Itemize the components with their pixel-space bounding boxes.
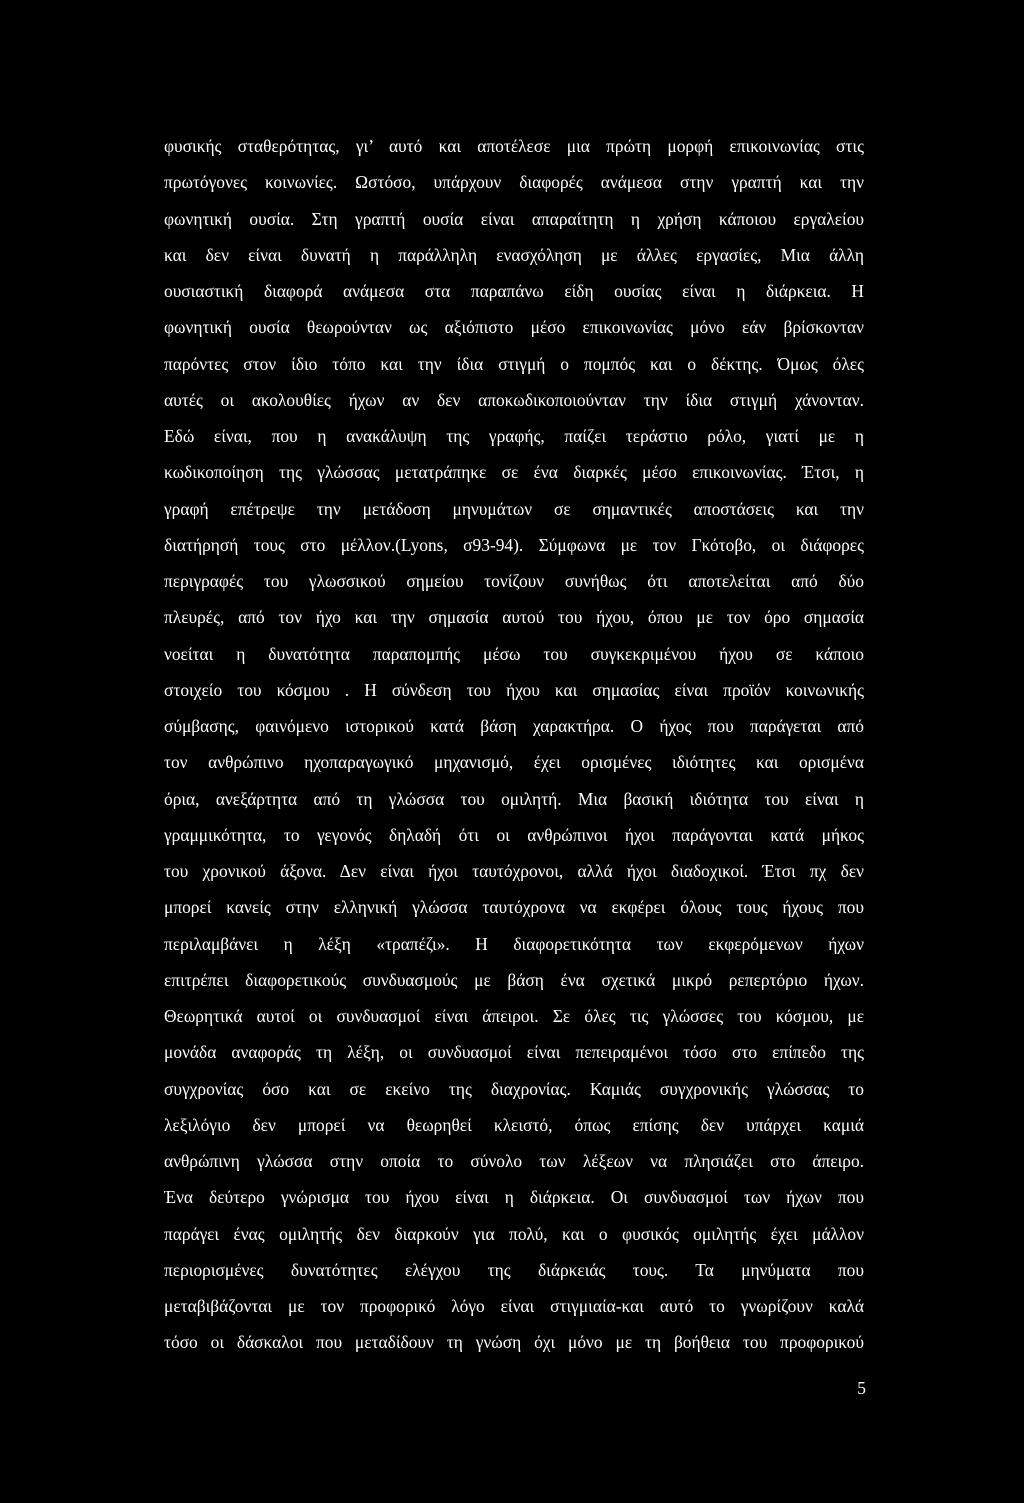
text-line: φωνητική ουσία θεωρούνταν ως αξιόπιστο μέσο επικοινωνίας μόνο εάν βρίσκονταν	[164, 317, 864, 338]
text-line: περιλαμβάνει η λέξη «τραπέζι». Η διαφορετικότητα των εκφερόμενων ήχων	[164, 933, 864, 954]
text-line: πρωτόγονες κοινωνίες. Ωστόσο, υπάρχουν διαφορές ανάμεσα στην γραπτή και την	[164, 172, 864, 193]
text-line: περιγραφές του γλωσσικού σημείου τονίζουν συνήθως ότι αποτελείται από δύο	[164, 571, 864, 591]
text-line: νοείται η δυνατότητα παραπομπής μέσω του συγκεκριμένου ήχου σε κάποιο	[164, 643, 864, 664]
text-line: μεταβιβάζονται με τον προφορικό λόγο είναι στιγμιαία-και αυτό το γνωρίζουν καλά	[164, 1296, 864, 1316]
text-line: Εδώ είναι, που η ανακάλυψη της γραφής, παίζει τεράστιο ρόλο, γιατί με η	[164, 426, 864, 446]
text-line: λεξιλόγιο δεν μπορεί να θεωρηθεί κλειστό, όπως επίσης δεν υπάρχει καμιά	[164, 1114, 864, 1135]
text-line: κωδικοποίηση της γλώσσας μετατράπηκε σε ένα διαρκές μέσο επικοινωνίας. Έτσι, η	[164, 462, 864, 483]
text-line: περιορισμένες δυνατότητες ελέγχου της διάρκειάς τους. Τα μηνύματα που	[164, 1259, 864, 1280]
body-paragraph	[164, 128, 864, 1361]
text-line: όρια, ανεξάρτητα από τη γλώσσα του ομιλητή. Μια βασική ιδιότητα του είναι η	[164, 788, 864, 809]
text-line: τον ανθρώπινο ηχοπαραγωγικό μηχανισμό, έχει ορισμένες ιδιότητες και ορισμένα	[164, 752, 864, 773]
text-line: του χρονικού άξονα. Δεν είναι ήχοι ταυτόχρονοι, αλλά ήχοι διαδοχικοί. Έτσι πχ δεν	[164, 861, 864, 881]
text-line: παράγει ένας ομιλητής δεν διαρκούν για πολύ, και ο φυσικός ομιλητής έχει μάλλον	[164, 1223, 864, 1244]
text-line: και δεν είναι δυνατή η παράλληλη ενασχόληση με άλλες εργασίες, Μια άλλη	[164, 244, 864, 265]
text-line: ουσιαστική διαφορά ανάμεσα στα παραπάνω είδη ουσίας είναι η διάρκεια. Η	[164, 281, 864, 301]
text-line: τόσο οι δάσκαλοι που μεταδίδουν τη γνώση όχι μόνο με τη βοήθεια του προφορικού	[164, 1332, 864, 1353]
text-line: πλευρές, από τον ήχο και την σημασία αυτού του ήχου, όπου με τον όρο σημασία	[164, 607, 864, 628]
text-line: γραφή επέτρεψε την μετάδοση μηνυμάτων σε σημαντικές αποστάσεις και την	[164, 498, 864, 519]
text-line: επιτρέπει διαφορετικούς συνδυασμούς με βάση ένα σχετικά μικρό ρεπερτόριο ήχων.	[164, 969, 864, 990]
text-line: Ένα δεύτερο γνώρισμα του ήχου είναι η διάρκεια. Οι συνδυασμοί των ήχων που	[164, 1187, 864, 1208]
text-line: γραμμικότητα, το γεγονός δηλαδή ότι οι ανθρώπινοι ήχοι παράγονται κατά μήκος	[164, 824, 864, 845]
text-line: συγχρονίας όσο και σε εκείνο της διαχρονίας. Καμιάς συγχρονικής γλώσσας το	[164, 1078, 864, 1099]
text-line: φωνητική ουσία. Στη γραπτή ουσία είναι απαραίτητη η χρήση κάποιου εργαλείου	[164, 208, 864, 229]
text-line: μονάδα αναφοράς τη λέξη, οι συνδυασμοί είναι πεπειραμένοι τόσο στο επίπεδο της	[164, 1042, 864, 1063]
page-number: 5	[857, 1378, 866, 1398]
text-line: στοιχείο του κόσμου . Η σύνδεση του ήχου και σημασίας είναι προϊόν κοινωνικής	[164, 679, 864, 700]
text-line: μπορεί κανείς στην ελληνική γλώσσα ταυτόχρονα να εκφέρει όλους τους ήχους που	[164, 897, 864, 918]
text-line: αυτές οι ακολουθίες ήχων αν δεν αποκωδικοποιούνταν την ίδια στιγμή χάνονταν.	[164, 389, 864, 410]
text-line: σύμβασης, φαινόμενο ιστορικού κατά βάση χαρακτήρα. Ο ήχος που παράγεται από	[164, 716, 864, 736]
text-line: παρόντες στον ίδιο τόπο και την ίδια στιγμή ο πομπός και ο δέκτης. Όμως όλες	[164, 353, 864, 374]
text-line: ανθρώπινη γλώσσα στην οποία το σύνολο των λέξεων να πλησιάζει στο άπειρο.	[164, 1151, 864, 1171]
text-line: διατήρησή τους στο μέλλον.(Lyons, σ93-94). Σύμφωνα με τον Γκότοβο, οι διάφορες	[164, 534, 864, 555]
text-line: Θεωρητικά αυτοί οι συνδυασμοί είναι άπειροι. Σε όλες τις γλώσσες του κόσμου, με	[164, 1006, 864, 1026]
text-line: φυσικής σταθερότητας, γι’ αυτό και αποτέλεσε μια πρώτη μορφή επικοινωνίας στις	[164, 136, 864, 156]
